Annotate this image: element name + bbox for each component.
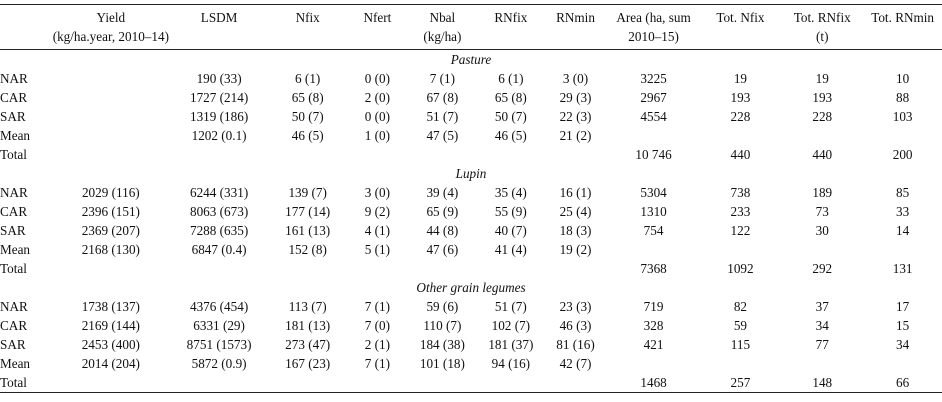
table-cell xyxy=(348,259,406,278)
table-cell: 94 (16) xyxy=(491,356,531,371)
table-row xyxy=(0,335,942,354)
table-cell: 440 xyxy=(730,147,751,162)
table-cell: 233 xyxy=(730,204,751,219)
table-cell: 292 xyxy=(812,261,833,276)
table-row xyxy=(0,221,942,240)
table-cell: 103 xyxy=(892,109,913,124)
table-cell: 177 (14) xyxy=(285,204,331,219)
table-cell: 35 (4) xyxy=(494,185,527,200)
table-cell: 2169 (144) xyxy=(81,318,140,333)
table-cell: 167 (23) xyxy=(285,356,331,371)
column-header: Tot. Nfix xyxy=(700,5,782,50)
section-header-row xyxy=(0,164,942,183)
table-cell xyxy=(407,373,479,393)
table-cell: 65 (8) xyxy=(291,90,324,105)
table-cell: 2 (0) xyxy=(364,90,390,105)
table-cell xyxy=(781,240,863,259)
table-row xyxy=(0,297,942,316)
header-row xyxy=(0,5,942,50)
table-cell: 115 xyxy=(730,337,751,352)
table-cell: 8751 (1573) xyxy=(186,337,252,352)
table-row xyxy=(0,145,942,164)
column-header: Yield (kg/ha.year, 2010–14) xyxy=(51,5,171,50)
table-cell: 81 (16) xyxy=(556,337,595,352)
table-cell: 273 (47) xyxy=(285,337,331,352)
table-cell: 19 xyxy=(815,71,829,86)
table-cell: 719 xyxy=(643,299,664,314)
table-cell: 257 xyxy=(700,373,782,393)
table-cell: 67 (8) xyxy=(426,90,459,105)
column-header: Tot. RNmin xyxy=(863,5,942,50)
table-cell: 40 (7) xyxy=(494,223,527,238)
table-cell: 77 xyxy=(815,337,829,352)
table-cell xyxy=(781,354,863,373)
table-cell: 2014 (204) xyxy=(81,356,140,371)
table-cell: 184 (38) xyxy=(419,337,465,352)
table-cell: 131 xyxy=(892,261,913,276)
table-cell: 2369 (207) xyxy=(81,223,140,238)
table-cell xyxy=(478,145,543,164)
table-cell xyxy=(863,354,942,373)
table-cell: 59 xyxy=(733,318,748,333)
section-title: Pasture xyxy=(450,52,492,67)
table-cell xyxy=(478,259,543,278)
table-cell xyxy=(608,126,700,145)
table-cell: 25 (4) xyxy=(559,204,592,219)
table-cell xyxy=(348,373,406,393)
table-cell: 30 xyxy=(815,223,829,238)
table-cell: 122 xyxy=(730,223,751,238)
table-cell: 15 xyxy=(896,318,910,333)
table-cell xyxy=(51,373,171,393)
table-cell xyxy=(51,126,171,145)
table-row xyxy=(0,240,942,259)
table-cell xyxy=(171,259,267,278)
table-cell: 228 xyxy=(812,109,833,124)
table-cell: 46 (5) xyxy=(291,128,324,143)
table-cell: 73 xyxy=(815,204,829,219)
table-cell xyxy=(863,240,942,259)
row-label: Total xyxy=(0,373,51,393)
table-row xyxy=(0,259,942,278)
table-row xyxy=(0,316,942,335)
table-cell: 88 xyxy=(896,90,910,105)
table-cell: 6331 (29) xyxy=(193,318,245,333)
row-label: CAR xyxy=(0,318,28,333)
table-cell: 50 (7) xyxy=(291,109,324,124)
section-title: Lupin xyxy=(455,166,487,181)
table-cell: 42 (7) xyxy=(559,356,592,371)
table-cell: 6 (1) xyxy=(295,71,321,86)
table-cell: 18 (3) xyxy=(559,223,592,238)
row-label: NAR xyxy=(0,185,28,200)
column-header: Tot. RNfix (t) xyxy=(781,5,863,50)
table-cell xyxy=(171,145,267,164)
table-cell: 1 (0) xyxy=(364,128,390,143)
table-cell xyxy=(544,373,608,393)
table-cell: 1202 (0.1) xyxy=(191,128,247,143)
table-cell: 17 xyxy=(896,299,910,314)
table-cell: 139 (7) xyxy=(288,185,327,200)
table-cell: 29 (3) xyxy=(559,90,592,105)
table-cell: 47 (6) xyxy=(426,242,459,257)
table-cell: 4 (1) xyxy=(364,223,390,238)
table-cell: 2168 (130) xyxy=(81,242,140,257)
table-cell xyxy=(608,240,700,259)
legume-nitrogen-table xyxy=(0,4,942,393)
table-cell: 3225 xyxy=(640,71,667,86)
row-label: Mean xyxy=(0,242,31,257)
row-label: SAR xyxy=(0,337,26,352)
row-label: CAR xyxy=(0,204,28,219)
table-cell: 5872 (0.9) xyxy=(191,356,247,371)
table-cell: 14 xyxy=(896,223,910,238)
table-cell: 10 xyxy=(896,71,910,86)
table-cell xyxy=(348,145,406,164)
table-cell: 181 (13) xyxy=(285,318,331,333)
table-cell: 4376 (454) xyxy=(189,299,249,314)
table-cell: 44 (8) xyxy=(426,223,459,238)
table-cell: 7368 xyxy=(640,261,667,276)
table-cell: 7 (1) xyxy=(364,356,390,371)
table-cell: 34 xyxy=(815,318,829,333)
table-cell: 161 (13) xyxy=(285,223,331,238)
table-cell: 754 xyxy=(643,223,664,238)
table-cell xyxy=(51,88,171,107)
table-cell: 55 (9) xyxy=(494,204,527,219)
column-header: RNfix xyxy=(478,5,543,50)
table-cell xyxy=(267,145,348,164)
column-header: RNmin xyxy=(544,5,608,50)
table-cell: 59 (6) xyxy=(426,299,459,314)
table-cell: 22 (3) xyxy=(559,109,592,124)
table-cell: 228 xyxy=(730,109,751,124)
table-cell: 101 (18) xyxy=(419,356,465,371)
table-cell: 7 (0) xyxy=(364,318,390,333)
table-cell: 4554 xyxy=(640,109,667,124)
row-label: Mean xyxy=(0,356,31,371)
table-cell: 37 xyxy=(815,299,829,314)
table-cell: 46 (3) xyxy=(559,318,592,333)
table-cell: 113 (7) xyxy=(288,299,327,314)
table-row xyxy=(0,126,942,145)
table-cell: 738 xyxy=(730,185,751,200)
table-cell: 10 746 xyxy=(635,147,672,162)
table-cell: 7288 (635) xyxy=(189,223,249,238)
table-cell: 152 (8) xyxy=(288,242,327,257)
table-cell xyxy=(51,69,171,88)
table-cell: 181 (37) xyxy=(488,337,534,352)
table-row xyxy=(0,202,942,221)
table-cell xyxy=(267,373,348,393)
table-cell: 8063 (673) xyxy=(189,204,249,219)
table-cell: 2967 xyxy=(640,90,667,105)
table-cell: 9 (2) xyxy=(364,204,390,219)
table-cell: 190 (33) xyxy=(196,71,242,86)
table-cell: 66 xyxy=(863,373,942,393)
table-cell: 440 xyxy=(812,147,833,162)
table-cell xyxy=(544,145,608,164)
table-cell: 65 (8) xyxy=(494,90,527,105)
table-cell: 33 xyxy=(896,204,910,219)
table-cell: 193 xyxy=(812,90,833,105)
column-header xyxy=(0,5,51,50)
table-cell xyxy=(407,145,479,164)
table-cell: 1092 xyxy=(727,261,754,276)
table-cell: 200 xyxy=(892,147,913,162)
table-cell: 51 (7) xyxy=(426,109,459,124)
table-cell xyxy=(51,107,171,126)
table-cell: 2396 (151) xyxy=(81,204,140,219)
table-cell: 6847 (0.4) xyxy=(191,242,247,257)
table-cell xyxy=(51,145,171,164)
table-cell: 6 (1) xyxy=(498,71,524,86)
table-cell: 2029 (116) xyxy=(81,185,140,200)
table-row xyxy=(0,88,942,107)
table-cell xyxy=(781,126,863,145)
row-label: Mean xyxy=(0,128,31,143)
table-cell: 3 (0) xyxy=(364,185,390,200)
table-cell xyxy=(863,126,942,145)
table-cell: 3 (0) xyxy=(562,71,589,86)
table-row xyxy=(0,107,942,126)
row-label: CAR xyxy=(0,90,28,105)
table-cell: 85 xyxy=(896,185,910,200)
table-cell: 23 (3) xyxy=(559,299,592,314)
table-row xyxy=(0,69,942,88)
table-cell: 2453 (400) xyxy=(81,337,140,352)
table-cell: 6244 (331) xyxy=(189,185,249,200)
table-cell: 421 xyxy=(643,337,664,352)
table-header xyxy=(0,5,942,50)
column-header: Area (ha, sum 2010–15) xyxy=(608,5,700,50)
table-cell xyxy=(171,373,267,393)
table-cell: 2 (1) xyxy=(364,337,390,352)
row-label: NAR xyxy=(0,299,28,314)
table-cell: 51 (7) xyxy=(494,299,527,314)
table-cell: 148 xyxy=(781,373,863,393)
section-header-row xyxy=(0,50,942,70)
table-cell: 110 (7) xyxy=(423,318,462,333)
table-row xyxy=(0,373,942,393)
table-cell xyxy=(407,259,479,278)
table-cell xyxy=(700,126,782,145)
table-cell: 34 xyxy=(896,337,910,352)
row-label: Total xyxy=(0,147,27,162)
table-row xyxy=(0,183,942,202)
row-label: Total xyxy=(0,261,27,276)
column-header: Nbal (kg/ha) xyxy=(407,5,479,50)
table-cell xyxy=(267,259,348,278)
table-cell: 41 (4) xyxy=(494,242,527,257)
table-cell: 0 (0) xyxy=(364,71,390,86)
table-cell: 102 (7) xyxy=(491,318,531,333)
table-cell xyxy=(608,354,700,373)
table-cell: 1468 xyxy=(608,373,700,393)
table-cell: 19 (2) xyxy=(559,242,592,257)
row-label: NAR xyxy=(0,71,28,86)
table-cell: 5304 xyxy=(640,185,667,200)
table-cell: 19 xyxy=(733,71,748,86)
table-cell: 1319 (186) xyxy=(189,109,249,124)
table-cell: 50 (7) xyxy=(494,109,527,124)
table-cell: 193 xyxy=(730,90,751,105)
section-title: Other grain legumes xyxy=(416,280,526,295)
table-cell: 1310 xyxy=(640,204,667,219)
section-header-row xyxy=(0,278,942,297)
table-cell: 39 (4) xyxy=(426,185,459,200)
table-cell: 1738 (137) xyxy=(81,299,140,314)
table-cell xyxy=(700,240,782,259)
table-cell: 0 (0) xyxy=(364,109,390,124)
table-cell: 189 xyxy=(812,185,833,200)
table-row xyxy=(0,354,942,373)
column-header: Nfix xyxy=(267,5,348,50)
table-cell xyxy=(700,354,782,373)
table-cell: 82 xyxy=(733,299,748,314)
table-cell: 7 (1) xyxy=(429,71,456,86)
row-label: SAR xyxy=(0,223,26,238)
table-cell: 21 (2) xyxy=(559,128,592,143)
table-cell xyxy=(51,259,171,278)
table-cell xyxy=(544,259,608,278)
table-cell: 1727 (214) xyxy=(189,90,249,105)
table-cell: 47 (5) xyxy=(426,128,459,143)
table-cell: 5 (1) xyxy=(364,242,390,257)
table-cell xyxy=(478,373,543,393)
column-header: Nfert xyxy=(348,5,406,50)
table-cell: 328 xyxy=(643,318,664,333)
table-cell: 65 (9) xyxy=(426,204,459,219)
table-cell: 7 (1) xyxy=(364,299,390,314)
table-cell: 46 (5) xyxy=(494,128,527,143)
table-cell: 16 (1) xyxy=(559,185,592,200)
row-label: SAR xyxy=(0,109,26,124)
table-body xyxy=(0,50,942,393)
column-header: LSDM xyxy=(171,5,267,50)
